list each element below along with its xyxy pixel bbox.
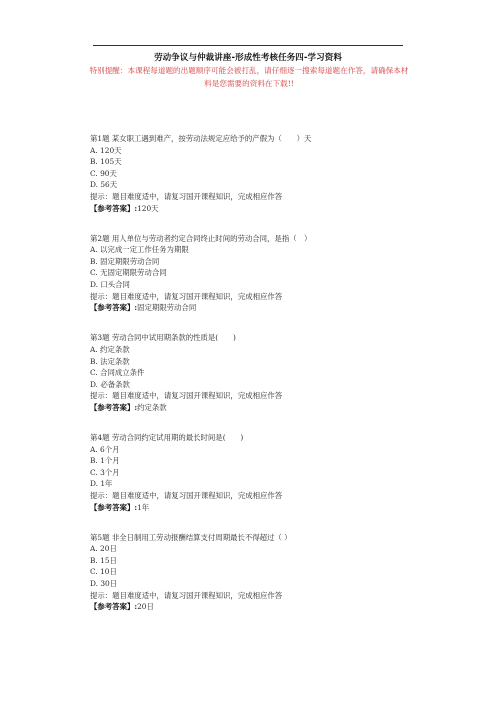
option-d: D. 56天: [90, 180, 118, 190]
answer-value: 固定期限劳动合同: [137, 303, 197, 313]
question-hint: 提示：题目难度适中，请复习国开课程知识，完成相应作答: [90, 590, 283, 600]
option-b: B. 固定期限劳动合同: [90, 256, 160, 266]
answer-value: 120天: [137, 203, 159, 213]
question-hint: 提示：题目难度适中，请复习国开课程知识，完成相应作答: [90, 490, 283, 500]
question-2: [90, 233, 420, 314]
option-a: A. 6个月: [90, 444, 120, 454]
question-stem: 第3题 劳动合同中试用期条款的性质是( ): [90, 333, 236, 343]
reference-answer: [90, 302, 420, 314]
question-stem: 第1题 某女职工遇到难产，按劳动法规定应给予的产假为（ ）天: [90, 134, 312, 143]
answer-value: 1年: [137, 502, 150, 512]
option-b: B. 法定条款: [90, 356, 130, 366]
option-c: C. 3个月: [90, 467, 120, 477]
header-rule: [93, 45, 403, 46]
reference-answer: [90, 203, 420, 215]
option-a: A. 以完成一定工作任务为期限: [90, 245, 189, 255]
option-a: A. 20日: [90, 544, 117, 554]
answer-value: 20日: [137, 602, 154, 612]
question-hint: 提示：题目难度适中，请复习国开课程知识，完成相应作答: [90, 191, 283, 201]
question-3: [90, 332, 420, 413]
option-d: D. 口头合同: [90, 280, 130, 290]
question-hint: 提示：题目难度适中，请复习国开课程知识，完成相应作答: [90, 391, 283, 401]
question-1: [90, 133, 420, 214]
option-c: C. 10日: [90, 567, 117, 577]
option-c: C. 合同成立条件: [90, 368, 145, 378]
question-5: [90, 532, 420, 613]
question-list: [90, 133, 420, 613]
document-title: 劳动争议与仲裁讲座-形成性考核任务四-学习资料: [154, 53, 342, 63]
reference-answer: [90, 502, 420, 514]
option-b: B. 15日: [90, 555, 117, 565]
option-d: D. 30日: [90, 579, 118, 588]
question-stem: 第2题 用人单位与劳动者约定合同终止时间的劳动合同，是指（ ）: [90, 233, 312, 243]
question-stem: 第4题 劳动合同约定试用期的最长时间是( ): [90, 432, 244, 442]
option-d: D. 1年: [90, 479, 113, 489]
answer-prefix: 【参考答案】:: [90, 203, 138, 213]
answer-prefix: 【参考答案】:: [90, 303, 138, 313]
option-c: C. 90天: [90, 168, 117, 178]
question-4: [90, 432, 420, 513]
option-c: C. 无固定期限劳动合同: [90, 268, 167, 278]
special-notice: 特别提醒：本课程每道题的出题顺序可能会被打乱，请仔细逐一搜索每道题在作答，请确保本材料是您需要的资料在下载!!: [89, 66, 409, 88]
answer-prefix: 【参考答案】:: [90, 602, 138, 612]
question-hint: 提示：题目难度适中，请复习国开课程知识，完成相应作答: [90, 291, 283, 301]
option-b: B. 1个月: [90, 456, 120, 466]
question-stem: 第5题 非全日制用工劳动报酬结算支付周期最长不得超过（ ）: [90, 532, 292, 542]
reference-answer: [90, 601, 420, 613]
option-b: B. 105天: [90, 157, 122, 167]
answer-prefix: 【参考答案】:: [90, 402, 138, 412]
option-a: A. 约定条款: [90, 344, 130, 354]
option-d: D. 必备条款: [90, 379, 130, 389]
answer-prefix: 【参考答案】:: [90, 502, 138, 512]
reference-answer: [90, 402, 420, 414]
option-a: A. 120天: [90, 145, 122, 155]
answer-value: 约定条款: [137, 402, 167, 412]
